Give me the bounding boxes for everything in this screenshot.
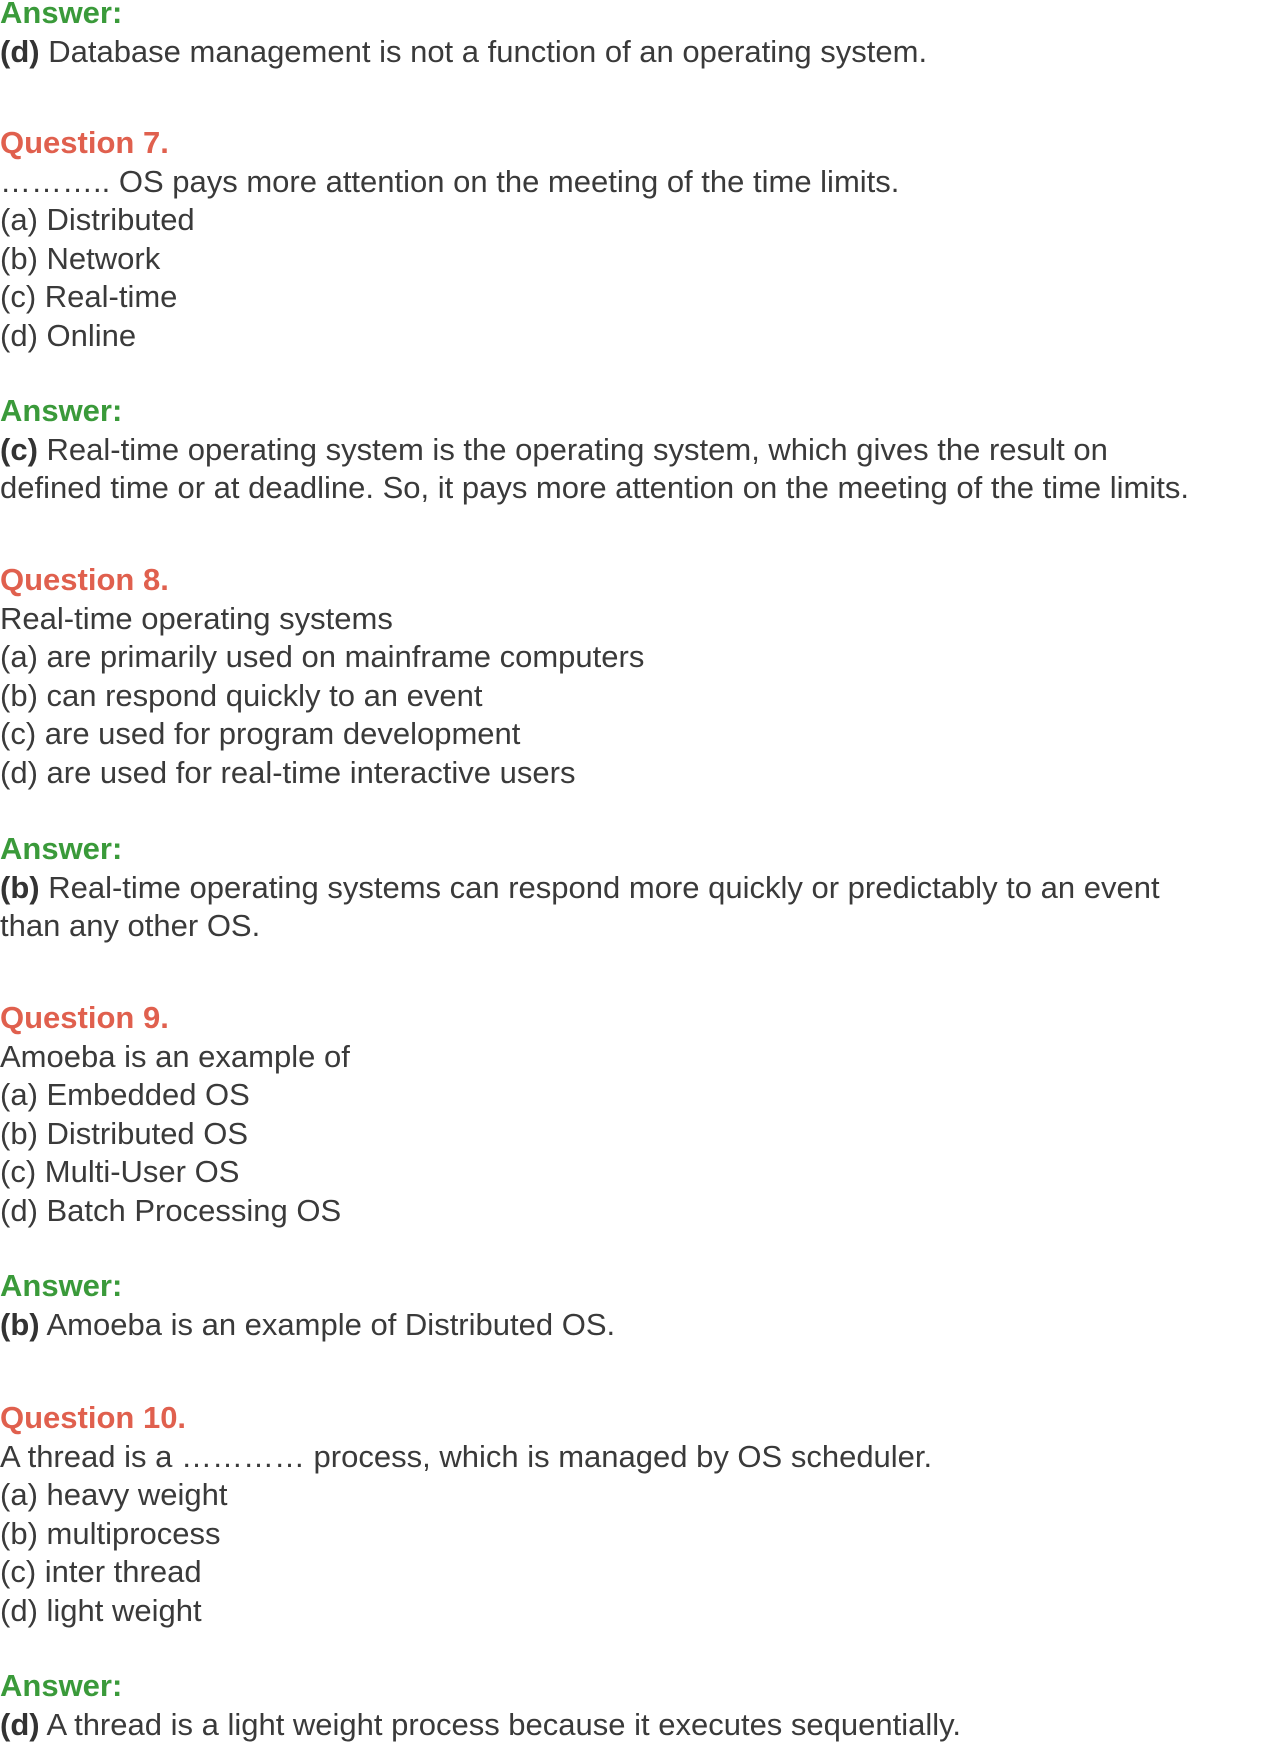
option-a: (a) Distributed — [0, 202, 195, 237]
option-a: (a) are primarily used on mainframe computers — [0, 639, 645, 674]
answer-heading: Answer: — [0, 1268, 123, 1303]
question-prompt: Real-time operating systems — [0, 600, 393, 636]
option-c: (c) Real-time — [0, 279, 178, 314]
option-c: (c) Multi-User OS — [0, 1154, 240, 1189]
question-block-8 — [0, 561, 644, 792]
option-b: (b) multiprocess — [0, 1515, 221, 1551]
answer-text: (d) A thread is a light weight process because it executes sequentially. — [0, 1706, 961, 1742]
answer-letter: (d) — [0, 33, 40, 69]
answer-text: (b) Amoeba is an example of Distributed OS. — [0, 1306, 616, 1342]
option-c: (c) inter thread — [0, 1554, 202, 1589]
answer-heading: Answer: — [0, 1668, 123, 1703]
option-a: (a) Embedded OS — [0, 1077, 250, 1112]
option-b: (b) can respond quickly to an event — [0, 677, 483, 713]
question-block-10 — [0, 1399, 932, 1630]
answer-letter: (b) — [0, 869, 40, 905]
option-d: (d) light weight — [0, 1592, 202, 1628]
question-heading: Question 7. — [0, 125, 169, 160]
question-prompt: Amoeba is an example of — [0, 1038, 350, 1074]
question-prompt: A thread is a ………… process, which is managed by OS scheduler. — [0, 1438, 933, 1474]
answer-letter: (c) — [0, 431, 38, 467]
answer-text: (b) Real-time operating systems can respond more quickly or predictably to an event — [0, 869, 1160, 905]
option-d: (d) are used for real-time interactive users — [0, 754, 576, 790]
answer-block-q9 — [0, 1267, 615, 1344]
answer-letter: (b) — [0, 1306, 40, 1342]
option-c: (c) are used for program development — [0, 716, 521, 751]
option-a: (a) heavy weight — [0, 1477, 228, 1512]
answer-heading: Answer: — [0, 831, 123, 866]
answer-text-continued: than any other OS. — [0, 908, 261, 943]
question-heading: Question 8. — [0, 562, 169, 597]
question-heading: Question 9. — [0, 1000, 169, 1035]
option-d: (d) Batch Processing OS — [0, 1192, 342, 1228]
question-heading: Question 10. — [0, 1400, 187, 1435]
question-block-7 — [0, 124, 899, 355]
option-b: (b) Distributed OS — [0, 1115, 249, 1151]
question-prompt: ……….. OS pays more attention on the meeting of the time limits. — [0, 163, 900, 199]
answer-heading: Answer: — [0, 0, 123, 30]
answer-text: (c) Real-time operating system is the operating system, which gives the result on — [0, 431, 1108, 467]
option-b: (b) Network — [0, 240, 161, 276]
answer-letter: (d) — [0, 1706, 40, 1742]
answer-block-q7 — [0, 392, 1189, 508]
option-d: (d) Online — [0, 317, 137, 353]
question-block-9 — [0, 999, 350, 1230]
answer-text: (d) Database management is not a function of an operating system. — [0, 33, 928, 69]
answer-text-continued: defined time or at deadline. So, it pays more attention on the meeting of the time limits. — [0, 470, 1189, 505]
answer-block-q6 — [0, 0, 927, 71]
answer-heading: Answer: — [0, 393, 123, 428]
answer-block-q10 — [0, 1667, 961, 1744]
answer-block-q8 — [0, 830, 1160, 946]
